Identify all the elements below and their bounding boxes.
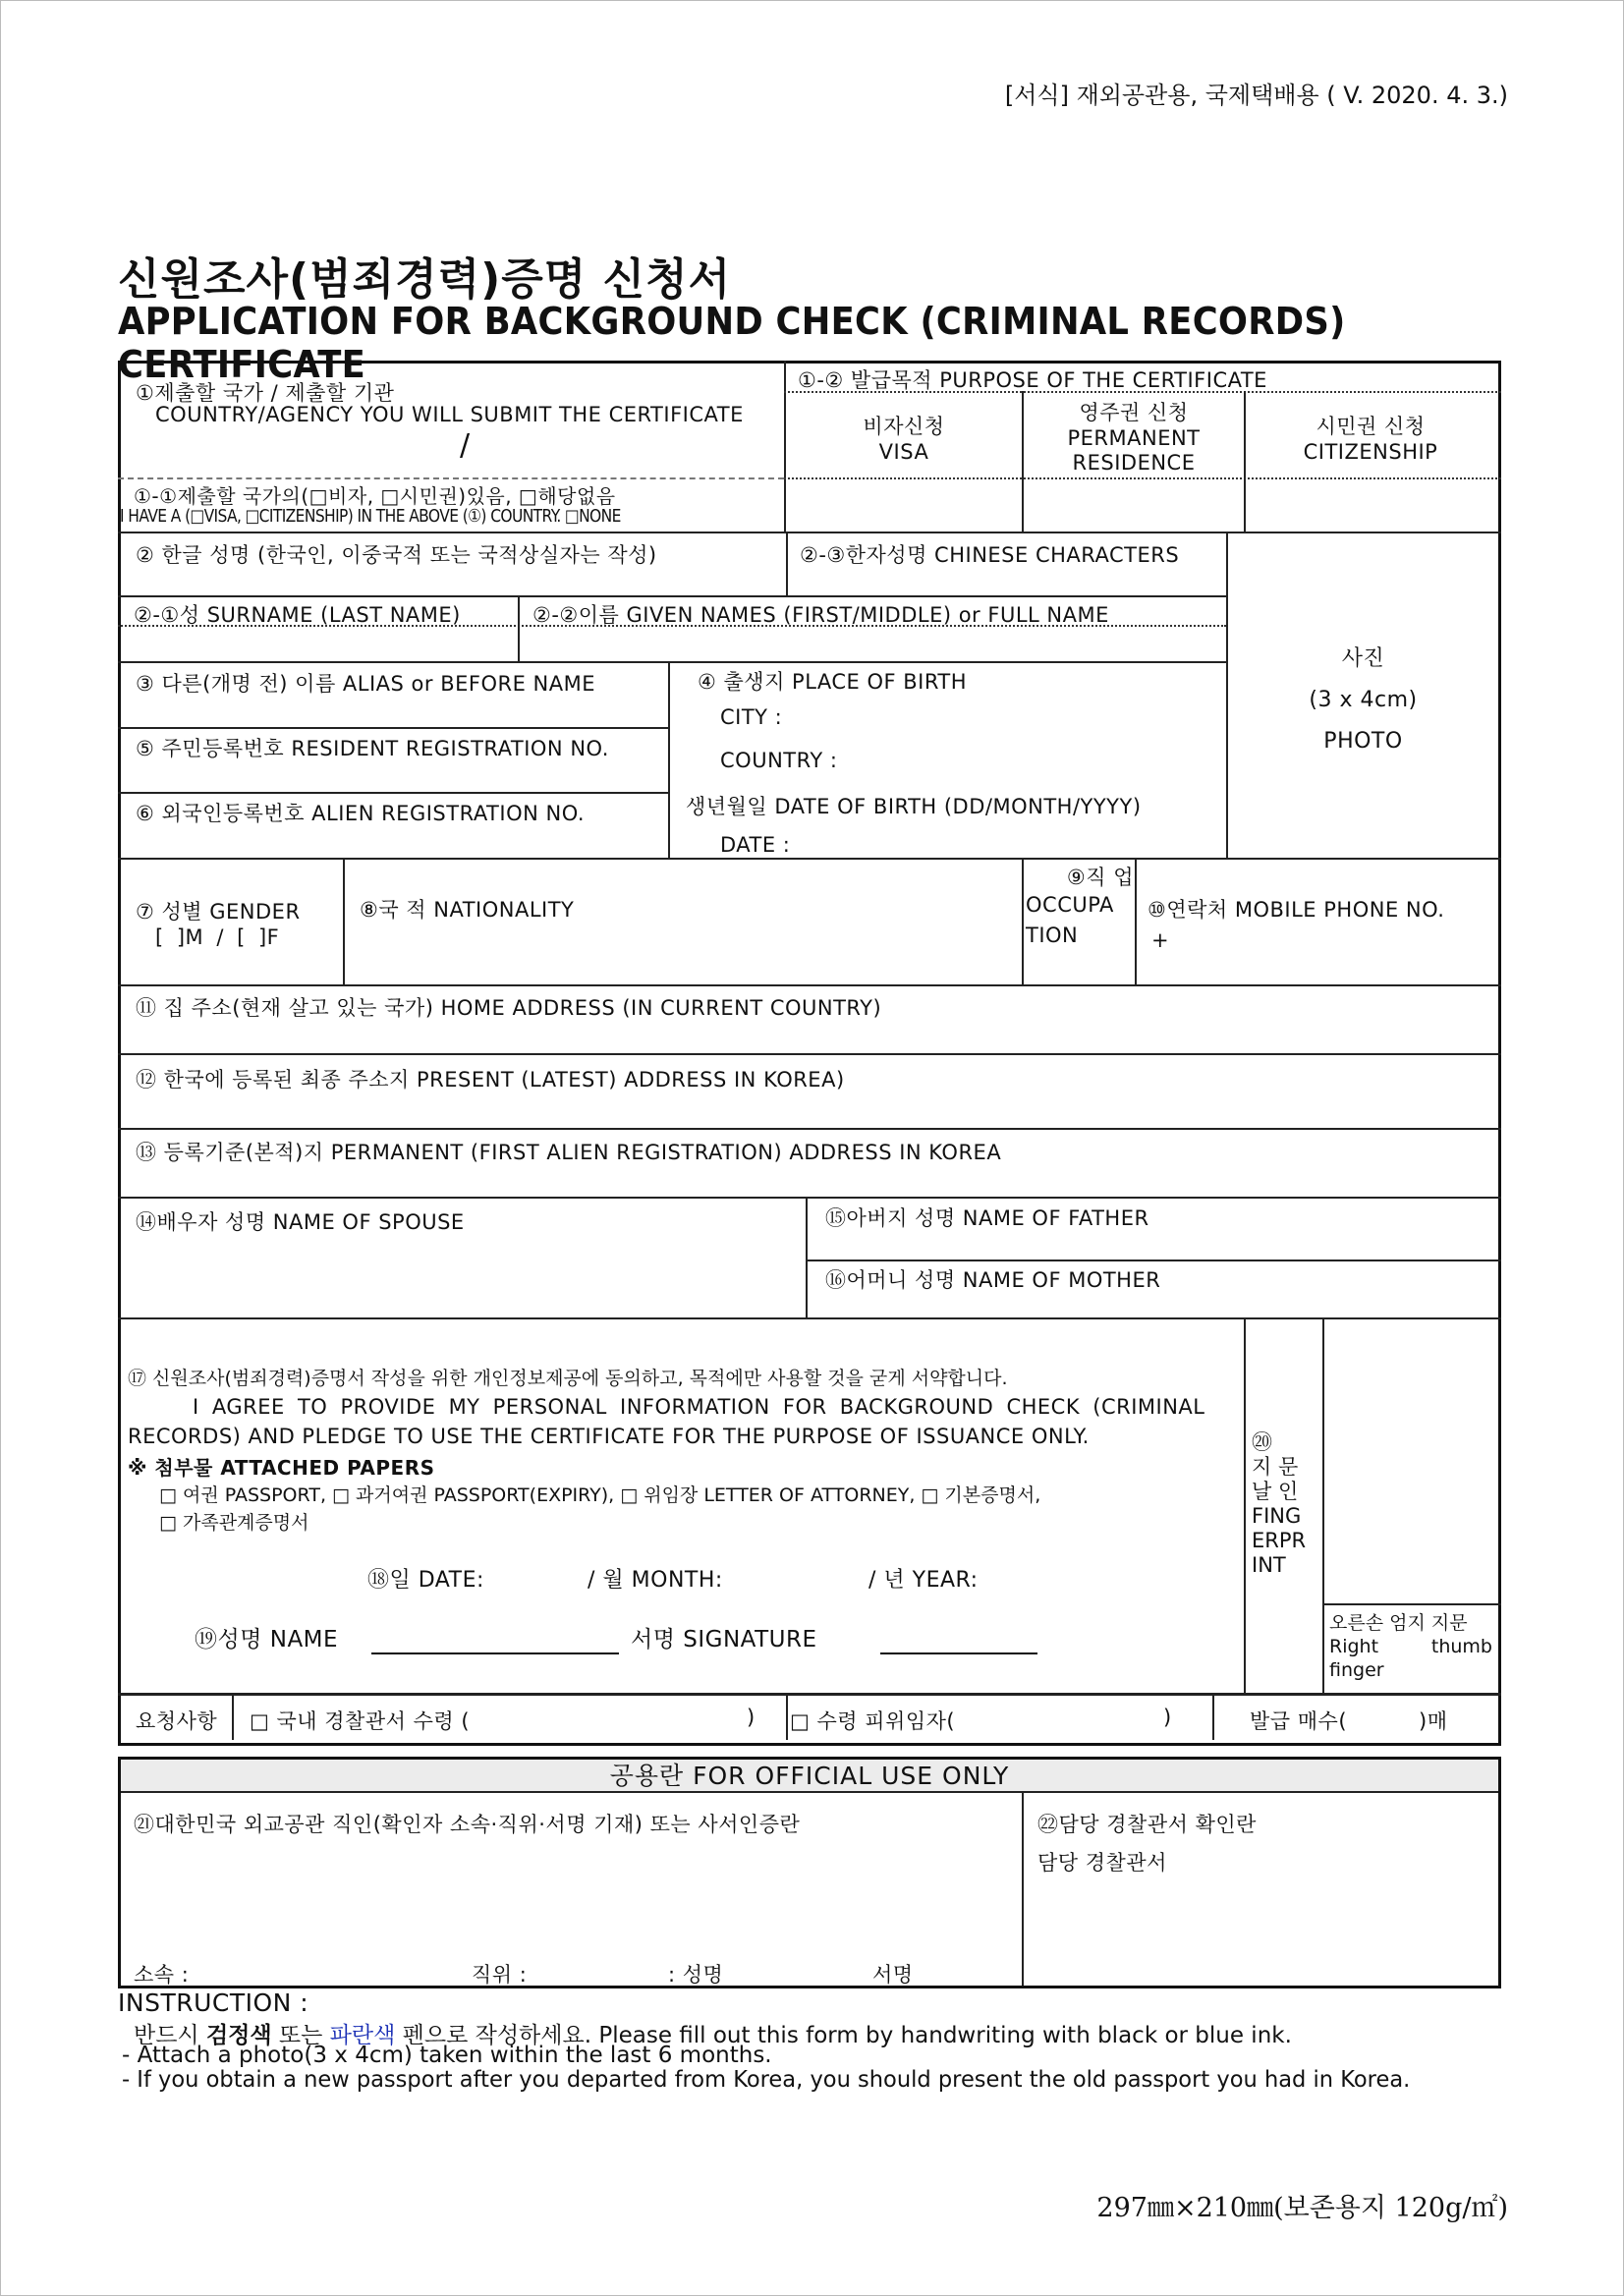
- country-agency-field[interactable]: [121, 409, 781, 474]
- row-divider: [118, 1197, 1501, 1199]
- official-position: 직위 :: [472, 1963, 528, 1987]
- col-divider: [1212, 1693, 1214, 1740]
- request-police-pickup-close: ): [747, 1706, 756, 1729]
- q4-birthplace-label: ④ 출생지 PLACE OF BIRTH: [698, 670, 968, 694]
- q2-3-chinese-label: ②-③한자성명 CHINESE CHARACTERS: [800, 543, 1180, 567]
- q9-occupation-en1: OCCUPA: [1026, 893, 1114, 917]
- birth-country-label: COUNTRY :: [720, 749, 838, 772]
- purpose-pr-ko: 영주권 신청: [1079, 401, 1189, 424]
- q10-mobile-label: ⑩연락처 MOBILE PHONE NO.: [1148, 898, 1445, 922]
- right-thumb-note: 오른손 엄지 지문 Right thumb finger: [1329, 1612, 1492, 1681]
- row-divider: [1322, 1603, 1501, 1605]
- q14-spouse-label: ⑭배우자 성명 NAME OF SPOUSE: [136, 1210, 465, 1234]
- q18-date-year: / 년 YEAR:: [868, 1568, 979, 1593]
- purpose-citizenship-en: CITIZENSHIP: [1303, 440, 1438, 464]
- purpose-pr-en: PERMANENT RESIDENCE: [1067, 426, 1201, 475]
- title-korean: 신원조사(범죄경력)증명 신청서: [118, 254, 732, 305]
- purpose-citizenship-checkbox[interactable]: [1246, 479, 1495, 531]
- given-names-field[interactable]: [521, 628, 1224, 659]
- q15-father-label: ⑮아버지 성명 NAME OF FATHER: [825, 1206, 1149, 1230]
- row-divider: [118, 661, 1226, 663]
- purpose-permanent-residence: [1024, 397, 1244, 476]
- title-english: APPLICATION FOR BACKGROUND CHECK (CRIMINAL RECORDS) CERTIFICATE: [118, 300, 1346, 386]
- request-delegate[interactable]: □ 수령 피위임자(: [790, 1709, 956, 1733]
- row-divider: [118, 727, 668, 729]
- q12-present-address-label: ⑫ 한국에 등록된 최종 주소지 PRESENT (LATEST) ADDRESS IN KOREA): [136, 1068, 845, 1092]
- birth-city-label: CITY :: [720, 705, 783, 729]
- official-affiliation: 소속 :: [134, 1963, 190, 1987]
- q19-signature-label: 서명 SIGNATURE: [631, 1627, 817, 1652]
- q1-1-label-en: I HAVE A (□VISA, □CITIZENSHIP) IN THE ABOVE (①) COUNTRY. □NONE: [120, 506, 621, 527]
- q11-home-address-label: ⑪ 집 주소(현재 살고 있는 국가) HOME ADDRESS (IN CURRENT COUNTRY): [136, 996, 882, 1020]
- q7-gender-label: ⑦ 성별 GENDER: [136, 900, 301, 924]
- q5-resident-reg-label: ⑤ 주민등록번호 RESIDENT REGISTRATION NO.: [136, 737, 609, 760]
- col-divider: [343, 858, 345, 984]
- row-divider: [118, 595, 1226, 597]
- instruction-line-1: 반드시 검정색 또는 파란색 펜으로 작성하세요. Please fill out this form by handwriting with black or blue ink.: [134, 2023, 1292, 2048]
- purpose-visa-ko: 비자신청: [863, 415, 945, 438]
- surname-field[interactable]: [121, 628, 516, 659]
- q1-label-ko: ①제출할 국가 / 제출할 기관: [136, 381, 395, 405]
- q18-date-day: ⑱일 DATE:: [367, 1568, 484, 1593]
- official-use-header: 공용란 FOR OFFICIAL USE ONLY: [121, 1760, 1498, 1793]
- instruction-line-2: - Attach a photo(3 x 4cm) taken within the last 6 months.: [122, 2043, 772, 2068]
- q19-name-label: ⑲성명 NAME: [195, 1627, 339, 1652]
- gender-options[interactable]: [ ]M / [ ]F: [155, 925, 280, 949]
- copies-unit: )매: [1419, 1709, 1448, 1733]
- row-divider: [118, 984, 1501, 986]
- purpose-citizenship: [1246, 411, 1495, 464]
- q17-agreement-ko: ⑰ 신원조사(범죄경력)증명서 작성을 위한 개인정보제공에 동의하고, 목적에만 사용할 것을 굳게 서약합니다.: [128, 1368, 1008, 1389]
- photo-size: (3 x 4cm): [1309, 688, 1418, 712]
- col-divider: [786, 1693, 788, 1740]
- q9-occupation-en2: TION: [1026, 924, 1079, 947]
- row-divider: [118, 1317, 1501, 1319]
- col-divider: [1022, 1793, 1024, 1986]
- col-divider: [518, 595, 520, 661]
- signature-line[interactable]: [880, 1652, 1037, 1654]
- q13-permanent-address-label: ⑬ 등록기준(본적)지 PERMANENT (FIRST ALIEN REGISTRATION) ADDRESS IN KOREA: [136, 1141, 1002, 1164]
- dashed-divider: [118, 477, 784, 479]
- official-name: : 성명: [668, 1963, 724, 1987]
- police-officer-label: 담당 경찰관서: [1037, 1851, 1167, 1875]
- q2-korean-name-label: ② 한글 성명 (한국인, 이중국적 또는 국적상실자는 작성): [136, 543, 657, 567]
- q21-consulate-seal-label: ㉑대한민국 외교공관 직인(확인자 소속·직위·서명 기재) 또는 사서인증란: [134, 1813, 801, 1836]
- q17-agreement-en1: I AGREE TO PROVIDE MY PERSONAL INFORMATION FOR BACKGROUND CHECK (CRIMINAL: [193, 1395, 1205, 1419]
- row-divider: [118, 792, 668, 794]
- q1-2-purpose-label: ①-② 발급목적 PURPOSE OF THE CERTIFICATE: [798, 368, 1267, 392]
- row-divider: [118, 1128, 1501, 1130]
- dob-date-label: DATE :: [720, 833, 791, 857]
- dob-label: 생년월일 DATE OF BIRTH (DD/MONTH/YYYY): [686, 795, 1142, 818]
- q20-fingerprint-label: ⑳ 지 문 날 인 FING ERPR INT: [1252, 1430, 1307, 1577]
- instruction-title: INSTRUCTION :: [118, 1988, 309, 2017]
- q18-date-month: / 월 MONTH:: [588, 1568, 723, 1593]
- mobile-plus: +: [1151, 928, 1170, 952]
- attached-papers-label: ※ 첨부물 ATTACHED PAPERS: [128, 1456, 435, 1480]
- q16-mother-label: ⑯어머니 성명 NAME OF MOTHER: [825, 1268, 1161, 1292]
- q1-1-label-ko: ①-①제출할 국가의(□비자, □시민권)있음, □해당없음: [134, 484, 616, 508]
- col-divider: [806, 1197, 808, 1317]
- purpose-pr-checkbox[interactable]: [1024, 479, 1242, 531]
- fingerprint-box[interactable]: [1325, 1320, 1494, 1601]
- photo-box[interactable]: [1228, 639, 1498, 762]
- q22-police-confirm-label: ㉒담당 경찰관서 확인란: [1037, 1813, 1257, 1836]
- attached-papers-options-2[interactable]: □ 가족관계증명서: [159, 1512, 309, 1534]
- q8-nationality-label: ⑧국 적 NATIONALITY: [360, 898, 575, 922]
- q3-alias-label: ③ 다른(개명 전) 이름 ALIAS or BEFORE NAME: [136, 672, 595, 696]
- q1-label-en: COUNTRY/AGENCY YOU WILL SUBMIT THE CERTIFICATE: [155, 403, 744, 426]
- purpose-citizenship-ko: 시민권 신청: [1316, 415, 1426, 438]
- col-divider: [786, 532, 788, 595]
- request-label: 요청사항: [136, 1709, 218, 1733]
- col-divider: [1135, 858, 1137, 984]
- form-header: [서식] 재외공관용, 국제택배용 ( V. 2020. 4. 3.): [1004, 82, 1508, 109]
- row-divider: [806, 1260, 1501, 1261]
- name-signature-line[interactable]: [371, 1652, 619, 1654]
- q2-2-given-names-label: ②-②이름 GIVEN NAMES (FIRST/MIDDLE) or FULL NAME: [532, 603, 1109, 627]
- photo-label-ko: 사진: [1341, 646, 1385, 671]
- q6-alien-reg-label: ⑥ 외국인등록번호 ALIEN REGISTRATION NO.: [136, 802, 586, 825]
- q9-occupation-ko: ⑨직 업: [1066, 866, 1134, 889]
- q2-1-surname-label: ②-①성 SURNAME (LAST NAME): [134, 603, 461, 627]
- q1-slash: /: [460, 428, 471, 463]
- purpose-visa: [786, 411, 1022, 464]
- row-divider: [118, 1053, 1501, 1055]
- col-divider: [1322, 1317, 1324, 1693]
- col-divider: [232, 1693, 234, 1740]
- q17-agreement-en2: RECORDS) AND PLEDGE TO USE THE CERTIFICATE FOR THE PURPOSE OF ISSUANCE ONLY.: [128, 1425, 1090, 1448]
- request-delegate-close: ): [1163, 1706, 1172, 1729]
- copies-label: 발급 매수(: [1250, 1709, 1348, 1733]
- row-divider: [118, 858, 1501, 860]
- official-sign: 서명: [872, 1963, 914, 1987]
- purpose-visa-checkbox[interactable]: [786, 479, 1020, 531]
- photo-label-en: PHOTO: [1323, 729, 1403, 754]
- col-divider: [1022, 858, 1024, 984]
- instruction-line-3: - If you obtain a new passport after you departed from Korea, you should present the old passport you had in Korea.: [122, 2067, 1411, 2093]
- col-divider: [668, 661, 670, 858]
- row-divider: [118, 1693, 1501, 1696]
- attached-papers-options[interactable]: □ 여권 PASSPORT, □ 과거여권 PASSPORT(EXPIRY), □ 위임장 LETTER OF ATTORNEY, □ 기본증명서,: [159, 1484, 1041, 1506]
- row-divider: [118, 532, 1501, 533]
- request-police-pickup[interactable]: □ 국내 경찰관서 수령 (: [250, 1709, 471, 1733]
- paper-spec-footer: 297㎜×210㎜(보존용지 120g/㎡): [1096, 2193, 1508, 2223]
- purpose-visa-en: VISA: [878, 440, 929, 464]
